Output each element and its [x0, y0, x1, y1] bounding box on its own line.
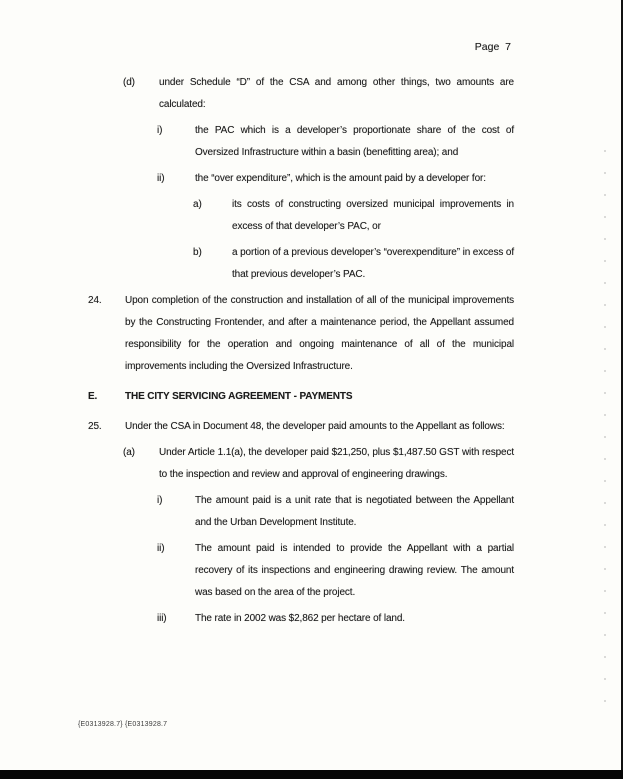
list-item [157, 120, 514, 164]
section-heading-text: THE CITY SERVICING AGREEMENT - PAYMENTS [125, 391, 353, 402]
list-item-marker: (a) [123, 447, 135, 458]
document-id-stamp: {E0313928.7} {E0313928.7 [78, 721, 168, 728]
scan-edge-bottom [0, 770, 623, 779]
section-heading-marker: E. [88, 391, 98, 402]
list-item [157, 538, 514, 604]
list-item-marker: iii) [157, 613, 167, 624]
list-item [193, 242, 514, 286]
list-item [123, 442, 514, 486]
list-item-text: under Schedule “D” of the CSA and among other things, two amounts are calculated: [159, 77, 514, 110]
list-item [88, 290, 514, 378]
list-item-text: The amount paid is intended to provide the Appellant with a partial recovery of its inspections and engineering drawing review. The amount was based on the area of the project. [195, 543, 514, 598]
list-item-marker: ii) [157, 543, 165, 554]
list-item-marker: i) [157, 125, 163, 136]
list-item-text: Under the CSA in Document 48, the developer paid amounts to the Appellant as follows: [125, 421, 505, 432]
list-item-marker: (d) [123, 77, 135, 88]
list-item-text: The amount paid is a unit rate that is negotiated between the Appellant and the Urban Development Institute. [195, 495, 514, 528]
list-item-marker: i) [157, 495, 163, 506]
list-item-marker: b) [193, 247, 202, 258]
list-item-text: a portion of a previous developer’s “overexpenditure” in excess of that previous developer’s PAC. [232, 247, 514, 280]
list-item [157, 608, 514, 630]
list-item [88, 416, 514, 438]
list-item [157, 168, 514, 190]
list-item-text: The rate in 2002 was $2,862 per hectare of land. [195, 613, 405, 624]
section-heading [88, 386, 514, 408]
list-item-text: Upon completion of the construction and installation of all of the municipal improvements by the Constructing Frontender, and after a maintenance period, the Appellant assumed responsibility for the operation and ongoing maintenance of all of the municipal improvements including the Oversized Infrastructure. [125, 295, 514, 372]
scan-speckles [604, 150, 606, 710]
list-item-text: the “over expenditure”, which is the amount paid by a developer for: [195, 173, 486, 184]
list-item [123, 72, 514, 116]
list-item-marker: a) [193, 199, 202, 210]
list-item [193, 194, 514, 238]
page-number: Page 7 [474, 41, 511, 53]
list-item-text: Under Article 1.1(a), the developer paid $21,250, plus $1,487.50 GST with respect to the inspection and review and approval of engineering drawings. [159, 447, 514, 480]
list-item-marker: 24. [88, 295, 102, 306]
list-item-marker: 25. [88, 421, 102, 432]
list-item-marker: ii) [157, 173, 165, 184]
list-item-text: its costs of constructing oversized municipal improvements in excess of that developer’s PAC, or [232, 199, 514, 232]
document-body [0, 72, 623, 634]
list-item-text: the PAC which is a developer’s proportionate share of the cost of Oversized Infrastructure within a basin (benefitting area); and [195, 125, 514, 158]
list-item [157, 490, 514, 534]
